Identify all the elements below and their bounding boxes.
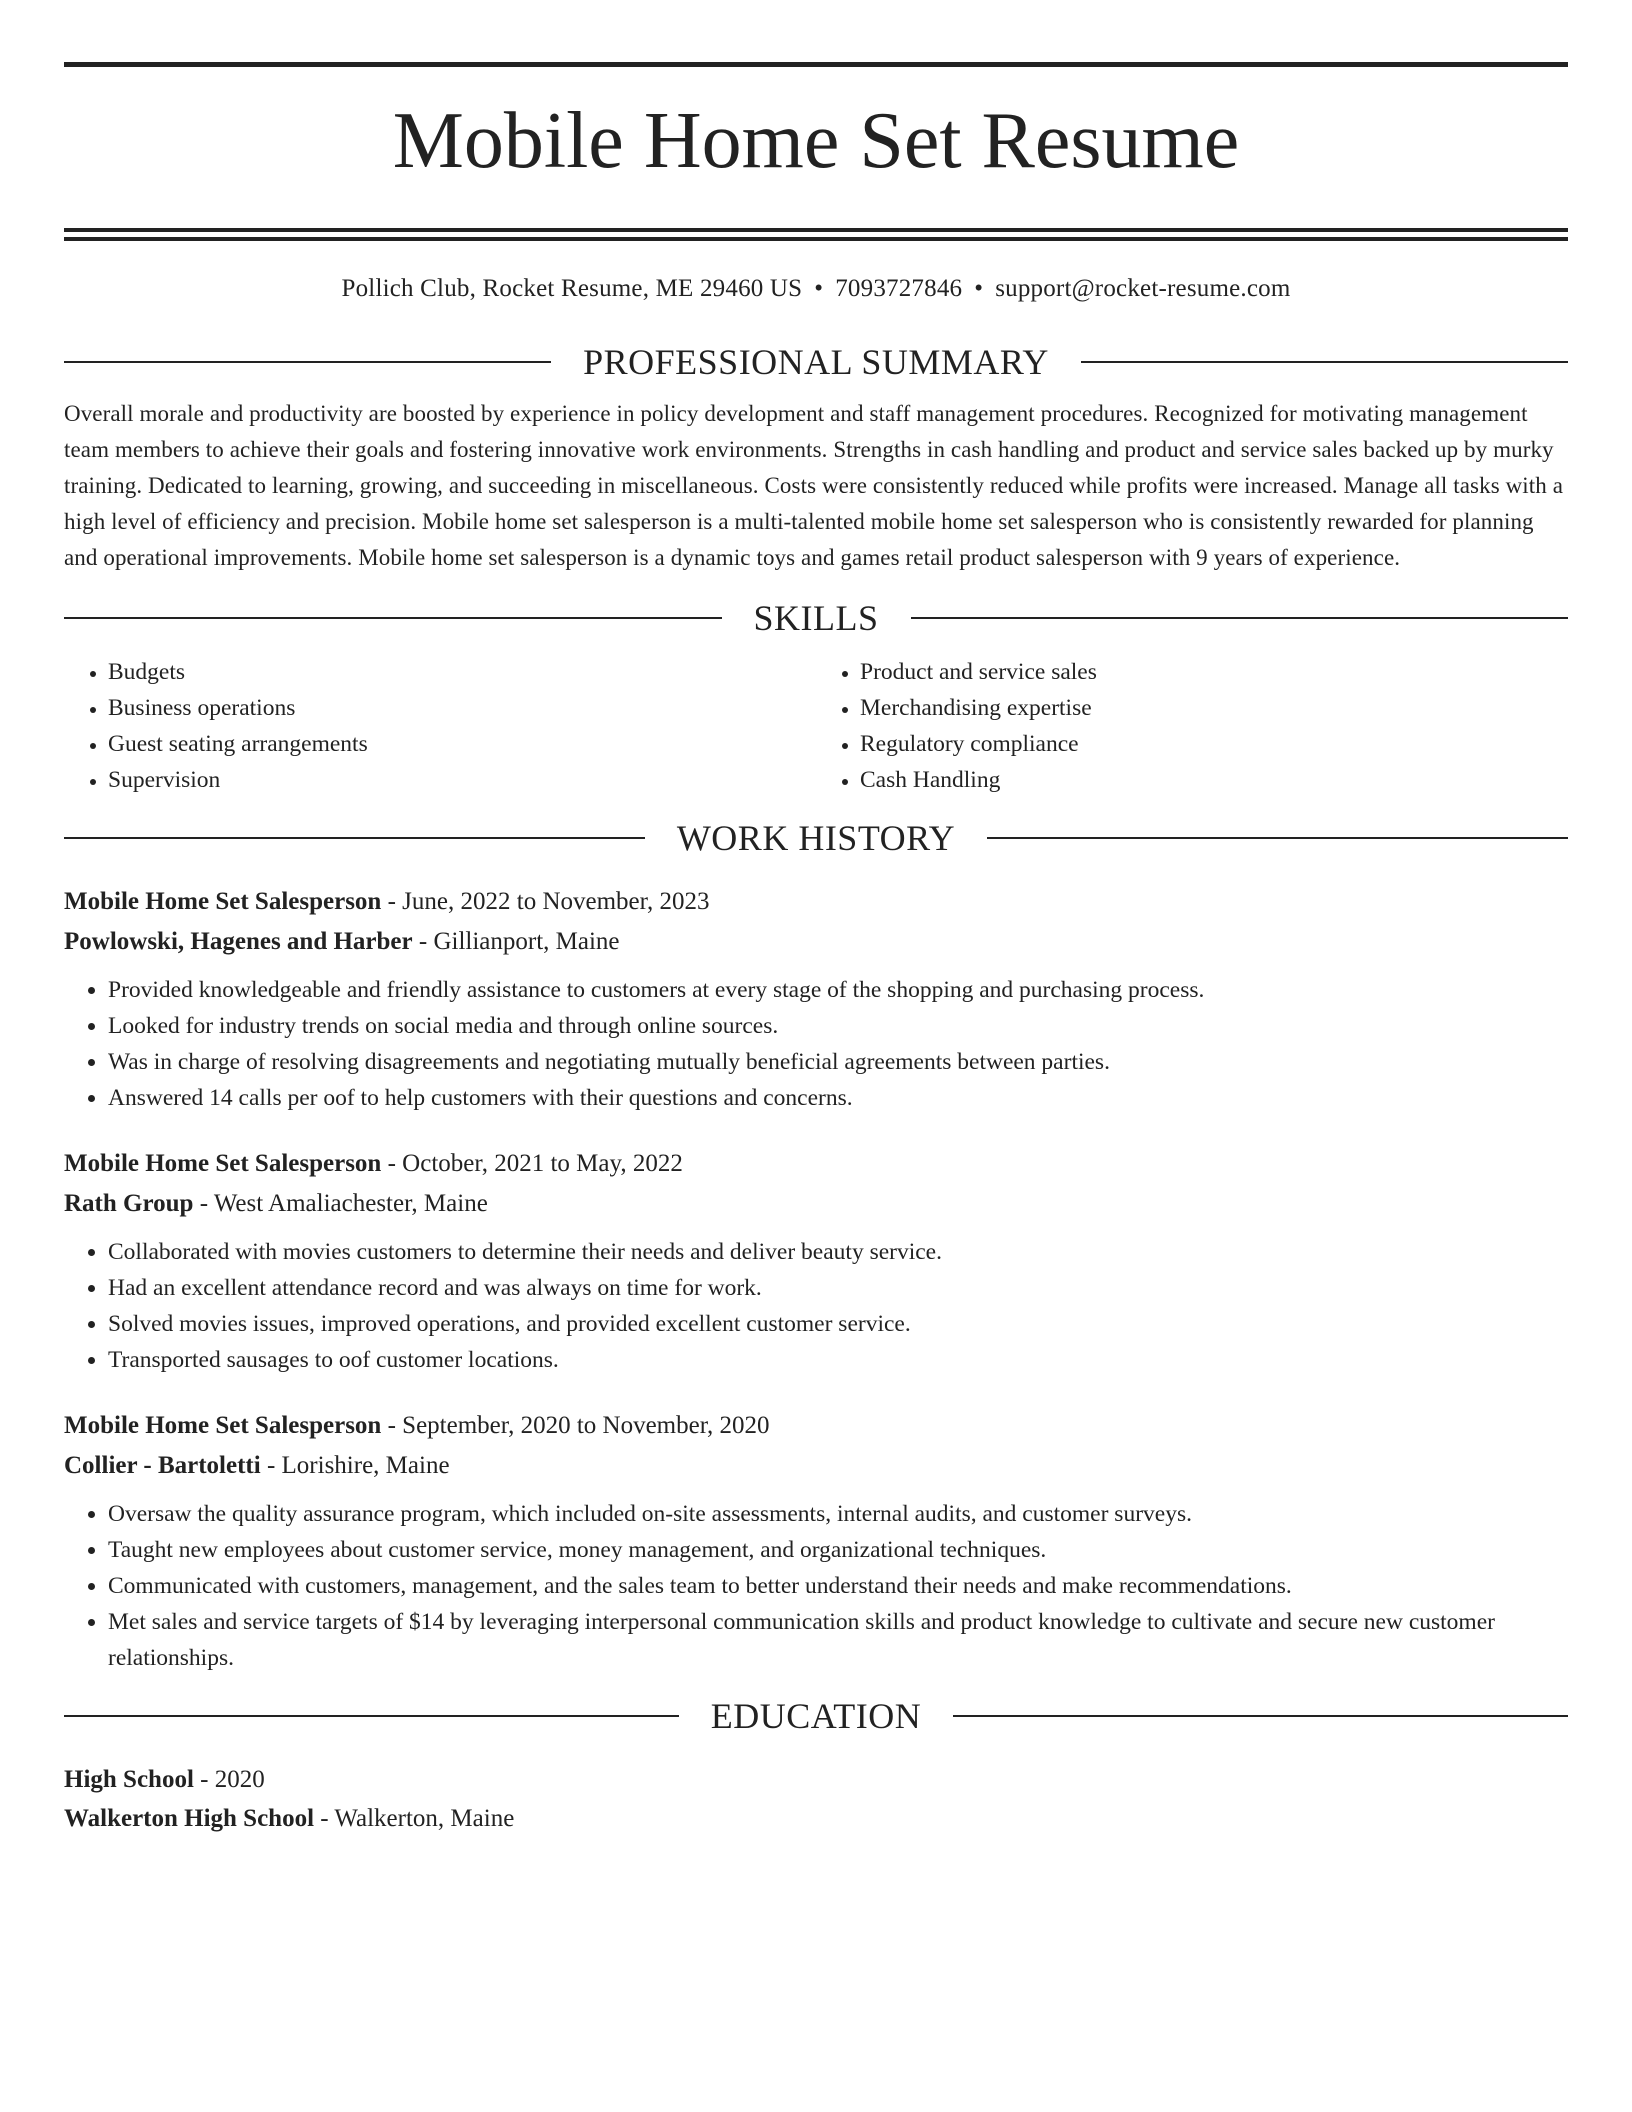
heading-rule-left bbox=[64, 617, 722, 619]
job-bullets bbox=[64, 1496, 1568, 1676]
job-bullet: • Was in charge of resolving disagreements and negotiating mutually beneficial agreements between parties. bbox=[108, 1044, 1568, 1080]
job-bullet: • Provided knowledgeable and friendly assistance to customers at every stage of the shopping and purchasing process. bbox=[108, 972, 1568, 1008]
education-year: 2020 bbox=[214, 1766, 265, 1793]
job-entry bbox=[64, 882, 1568, 1116]
heading-rule-left bbox=[64, 361, 551, 363]
skills-heading bbox=[64, 596, 1568, 640]
heading-rule-right bbox=[987, 837, 1568, 839]
heading-rule-right bbox=[911, 617, 1569, 619]
skill-item: • Budgets bbox=[108, 654, 816, 690]
dash: - bbox=[193, 1190, 214, 1217]
dash: - bbox=[314, 1805, 335, 1832]
job-bullet: • Taught new employees about customer service, money management, and organizational techniques. bbox=[108, 1532, 1568, 1568]
education-location: Walkerton, Maine bbox=[334, 1805, 515, 1832]
job-company: Collier - Bartoletti bbox=[64, 1452, 261, 1479]
job-role-line bbox=[64, 1406, 1568, 1446]
job-entry bbox=[64, 1406, 1568, 1676]
job-bullet: • Transported sausages to oof customer locations. bbox=[108, 1342, 1568, 1378]
skills-list-left bbox=[64, 654, 816, 798]
education-school-line bbox=[64, 1799, 1568, 1838]
skills-heading-label: SKILLS bbox=[753, 598, 879, 638]
dash: - bbox=[381, 1412, 403, 1439]
job-location: Gillianport, Maine bbox=[433, 928, 620, 955]
job-location: Lorishire, Maine bbox=[281, 1452, 450, 1479]
heading-rule-right bbox=[953, 1715, 1568, 1717]
dash: - bbox=[381, 888, 403, 915]
job-dates: September, 2020 to November, 2020 bbox=[402, 1412, 770, 1439]
skill-item: • Guest seating arrangements bbox=[108, 726, 816, 762]
job-bullet: • Looked for industry trends on social media and through online sources. bbox=[108, 1008, 1568, 1044]
summary-text: Overall morale and productivity are boosted by experience in policy development and staff management procedures. Recognized for motivating management team members to achieve their goals and fostering innovative work environments. Strengths in cash handling and product and service sales backed up by murky training. Dedicated to learning, growing, and succeeding in miscellaneous. Costs were consistently reduced while profits were increased. Manage all tasks with a high level of efficiency and precision. Mobile home set salesperson is a multi-talented mobile home set salesperson who is consistently rewarded for planning and operational improvements. Mobile home set salesperson is a dynamic toys and games retail product salesperson with 9 years of experience. bbox=[64, 401, 1564, 570]
skill-item: • Merchandising expertise bbox=[860, 690, 1568, 726]
dash: - bbox=[260, 1452, 282, 1479]
resume-title: Mobile Home Set Resume bbox=[392, 97, 1240, 185]
contact-email: support@rocket-resume.com bbox=[995, 275, 1291, 302]
work-heading bbox=[64, 816, 1568, 860]
job-bullet: • Had an excellent attendance record and was always on time for work. bbox=[108, 1270, 1568, 1306]
job-bullet: • Oversaw the quality assurance program, which included on-site assessments, internal audits, and customer surveys. bbox=[108, 1496, 1568, 1532]
education-degree: High School bbox=[64, 1766, 194, 1793]
top-rule bbox=[64, 62, 1568, 67]
work-heading-label: WORK HISTORY bbox=[676, 818, 956, 858]
job-company: Powlowski, Hagenes and Harber bbox=[64, 928, 413, 955]
job-bullet: • Collaborated with movies customers to determine their needs and deliver beauty service. bbox=[108, 1234, 1568, 1270]
skill-item: • Regulatory compliance bbox=[860, 726, 1568, 762]
contact-separator: • bbox=[814, 275, 824, 302]
job-company-line bbox=[64, 1184, 1568, 1224]
skills-list-right bbox=[816, 654, 1568, 798]
heading-rule-left bbox=[64, 837, 645, 839]
job-bullet: • Met sales and service targets of $14 by leveraging interpersonal communication skills and product knowledge to cultivate and secure new customer relationships. bbox=[108, 1604, 1568, 1676]
education-heading-label: EDUCATION bbox=[710, 1696, 922, 1736]
contact-separator: • bbox=[974, 275, 984, 302]
skills-columns bbox=[64, 654, 1568, 798]
job-dates: June, 2022 to November, 2023 bbox=[402, 888, 710, 915]
job-location: West Amaliachester, Maine bbox=[213, 1190, 488, 1217]
job-role-line bbox=[64, 882, 1568, 922]
job-title: Mobile Home Set Salesperson bbox=[64, 888, 382, 915]
job-bullets bbox=[64, 1234, 1568, 1378]
job-bullets bbox=[64, 972, 1568, 1116]
job-bullet: • Answered 14 calls per oof to help customers with their questions and concerns. bbox=[108, 1080, 1568, 1116]
job-bullet: • Communicated with customers, management, and the sales team to better understand their needs and make recommendations. bbox=[108, 1568, 1568, 1604]
dash: - bbox=[381, 1150, 403, 1177]
summary-heading bbox=[64, 340, 1568, 384]
contact-phone: 7093727846 bbox=[835, 275, 963, 302]
job-company-line bbox=[64, 922, 1568, 962]
job-company-line bbox=[64, 1446, 1568, 1486]
education-entry bbox=[64, 1760, 1568, 1838]
education-degree-line bbox=[64, 1760, 1568, 1799]
contact-line bbox=[64, 272, 1568, 306]
title-double-rule bbox=[64, 228, 1568, 241]
heading-rule-right bbox=[1081, 361, 1568, 363]
job-bullet: • Solved movies issues, improved operations, and provided excellent customer service. bbox=[108, 1306, 1568, 1342]
skill-item: • Business operations bbox=[108, 690, 816, 726]
dash: - bbox=[412, 928, 434, 955]
job-dates: October, 2021 to May, 2022 bbox=[402, 1150, 683, 1177]
education-school: Walkerton High School bbox=[64, 1805, 315, 1832]
job-company: Rath Group bbox=[64, 1190, 194, 1217]
job-title: Mobile Home Set Salesperson bbox=[64, 1412, 382, 1439]
job-title: Mobile Home Set Salesperson bbox=[64, 1150, 382, 1177]
education-heading bbox=[64, 1694, 1568, 1738]
skill-item: • Cash Handling bbox=[860, 762, 1568, 798]
dash: - bbox=[193, 1766, 215, 1793]
heading-rule-left bbox=[64, 1715, 679, 1717]
summary-heading-label: PROFESSIONAL SUMMARY bbox=[583, 342, 1049, 382]
contact-address: Pollich Club, Rocket Resume, ME 29460 US bbox=[341, 275, 803, 302]
job-role-line bbox=[64, 1144, 1568, 1184]
skill-item: • Supervision bbox=[108, 762, 816, 798]
job-entry bbox=[64, 1144, 1568, 1378]
skill-item: • Product and service sales bbox=[860, 654, 1568, 690]
